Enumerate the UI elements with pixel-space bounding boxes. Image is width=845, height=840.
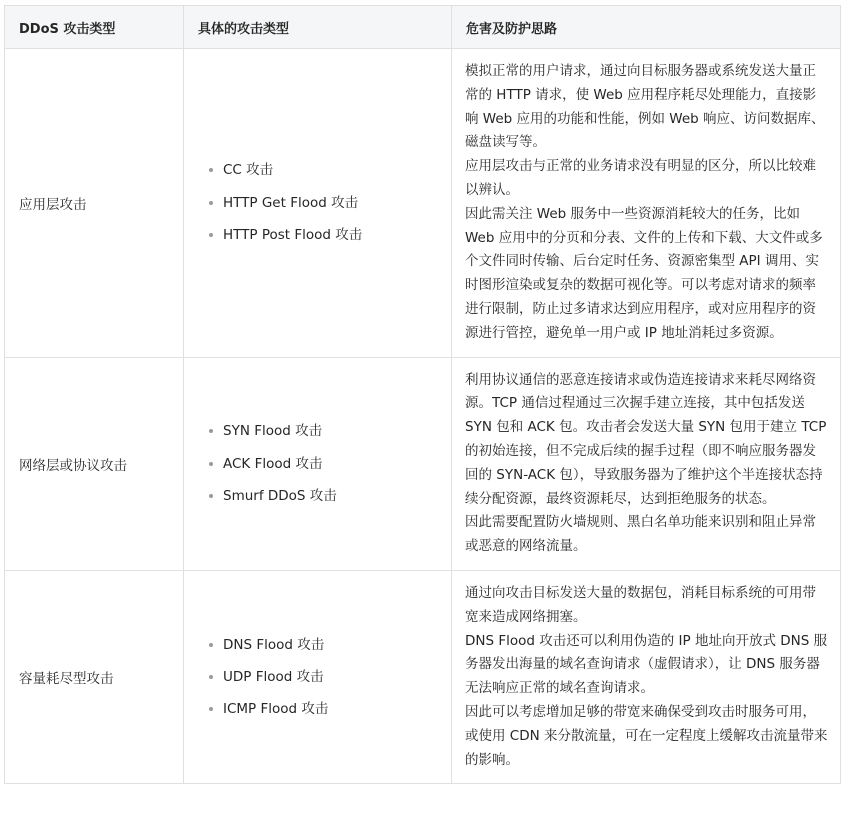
description-cell [452, 570, 841, 783]
subtype-list [206, 629, 437, 726]
table-row [5, 49, 841, 358]
ddos-attack-table [4, 5, 841, 784]
description-paragraph: 利用协议通信的恶意连接请求或伪造连接请求来耗尽网络资源。TCP 通信过程通过三次握手建立连接，其中包括发送 SYN 包和 ACK 包。攻击者会发送大量 SYN 包用于建立 TCP 的初始连接，但不完成后续的握手过程（即不响应服务器发回的 SYN-ACK 包），导致服务器为了维护这个半连接状态持续分配资源，最终资源耗尽，达到拒绝服务的状态。 [465, 371, 827, 507]
attack-type-cell: 容量耗尽型攻击 [5, 570, 184, 783]
description-paragraph: DNS Flood 攻击还可以利用伪造的 IP 地址向开放式 DNS 服务器发出海量的域名查询请求（虚假请求），让 DNS 服务器无法响应正常的域名查询请求。 [465, 632, 828, 697]
description-cell [452, 49, 841, 358]
subtype-list [206, 415, 437, 512]
description-cell [452, 357, 841, 570]
description-paragraph: 通过向攻击目标发送大量的数据包，消耗目标系统的可用带宽来造成网络拥塞。 [465, 584, 816, 625]
header-harm-protection: 危害及防护思路 [452, 6, 841, 49]
list-item: CC 攻击 [206, 154, 437, 186]
list-item: DNS Flood 攻击 [206, 629, 437, 661]
list-item: UDP Flood 攻击 [206, 661, 437, 693]
header-attack-type: DDoS 攻击类型 [5, 6, 184, 49]
table-body [5, 49, 841, 784]
subtype-cell [184, 357, 452, 570]
list-item: SYN Flood 攻击 [206, 415, 437, 447]
subtype-cell [184, 570, 452, 783]
subtype-list [206, 154, 437, 251]
description-paragraph: 因此需关注 Web 服务中一些资源消耗较大的任务，比如 Web 应用中的分页和分表、文件的上传和下载、大文件或多个文件同时传输、后台定时任务、资源密集型 API 调用、实时图形渲染或复杂的数据可视化等。可以考虑对请求的频率进行限制，防止过多请求达到应用程序，或对应用程序的资源进行管控，避免单一用户或 IP 地址消耗过多资源。 [465, 205, 823, 341]
attack-type-cell: 应用层攻击 [5, 49, 184, 358]
table-row [5, 357, 841, 570]
list-item: HTTP Get Flood 攻击 [206, 187, 437, 219]
description-paragraph: 因此可以考虑增加足够的带宽来确保受到攻击时服务可用，或使用 CDN 来分散流量，可在一定程度上缓解攻击流量带来的影响。 [465, 703, 828, 768]
header-row [5, 6, 841, 49]
subtype-cell [184, 49, 452, 358]
list-item: Smurf DDoS 攻击 [206, 480, 437, 512]
table-header [5, 6, 841, 49]
ddos-table-container [4, 5, 840, 784]
description-paragraph: 应用层攻击与正常的业务请求没有明显的区分，所以比较难以辨认。 [465, 158, 816, 198]
list-item: HTTP Post Flood 攻击 [206, 219, 437, 251]
table-row [5, 570, 841, 783]
description-paragraph: 模拟正常的用户请求，通过向目标服务器或系统发送大量正常的 HTTP 请求，使 Web 应用程序耗尽处理能力，直接影响 Web 应用的功能和性能，例如 Web 响应、访问数据库、磁盘读写等。 [465, 63, 825, 151]
attack-type-cell: 网络层或协议攻击 [5, 357, 184, 570]
header-specific-type: 具体的攻击类型 [184, 6, 452, 49]
list-item: ICMP Flood 攻击 [206, 693, 437, 725]
description-paragraph: 因此需要配置防火墙规则、黑白名单功能来识别和阻止异常或恶意的网络流量。 [465, 514, 816, 555]
list-item: ACK Flood 攻击 [206, 448, 437, 480]
